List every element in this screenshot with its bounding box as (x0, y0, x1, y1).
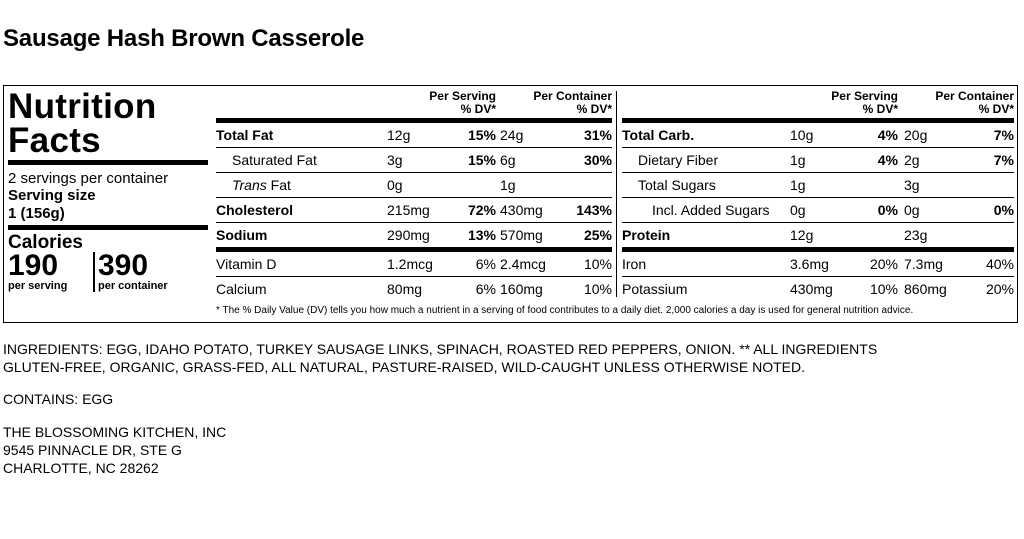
per-container-header: Per Container (935, 89, 1014, 103)
per-serving-dv: 15% (467, 127, 496, 143)
nutrition-summary (8, 87, 208, 292)
servings-per-container: 2 servings per container (8, 170, 169, 187)
per-serving-amount: 1g (790, 152, 806, 168)
nutrient-name: Total Fat (216, 127, 274, 143)
per-serving-amount: 12g (790, 227, 814, 243)
nutrient-row (622, 148, 1014, 173)
nutrient-row (622, 123, 1014, 148)
per-container-amount: 6g (500, 152, 516, 168)
per-container-header: Per Container (533, 89, 612, 103)
per-container-dv: 7% (993, 127, 1014, 143)
per-serving-amount: 3g (387, 152, 403, 168)
per-container-dv: 143% (576, 202, 612, 218)
per-container-dv: 20% (985, 281, 1014, 297)
table-header (216, 90, 612, 118)
company-name: THE BLOSSOMING KITCHEN, INC (3, 424, 227, 440)
dv-header: % DV* (978, 102, 1014, 116)
nutrient-row (622, 223, 1014, 252)
company-city: CHARLOTTE, NC 28262 (3, 460, 159, 476)
per-container-dv: 0% (993, 202, 1014, 218)
nutrient-name: Total Sugars (638, 177, 716, 193)
per-container-dv: 10% (583, 256, 612, 272)
per-container-dv: 10% (583, 281, 612, 297)
per-serving-amount: 3.6mg (790, 256, 829, 272)
ingredients-line-2: GLUTEN-FREE, ORGANIC, GRASS-FED, ALL NATURAL, PASTURE-RAISED, WILD-CAUGHT UNLESS OTHERWISE NOTED. (3, 359, 806, 375)
per-serving-dv: 4% (877, 152, 898, 168)
dv-header: % DV* (862, 102, 898, 116)
nutrient-name: Trans Fat (232, 177, 291, 193)
nutrient-row (622, 198, 1014, 223)
per-container-amount: 0g (904, 202, 920, 218)
per-serving-amount: 1.2mcg (387, 256, 433, 272)
nutrient-name: Dietary Fiber (638, 152, 719, 168)
daily-value-footnote: * The % Daily Value (DV) tells you how much a nutrient in a serving of food contributes to a daily diet. 2,000 calories a day is used for general nutrition advice. (216, 305, 914, 316)
per-container-amount: 1g (500, 177, 516, 193)
serving-size-value: 1 (156g) (8, 205, 65, 222)
company-address: 9545 PINNACLE DR, STE G (3, 442, 182, 458)
nutrient-row (216, 148, 612, 173)
per-serving-amount: 290mg (387, 227, 430, 243)
nutrient-row (216, 173, 612, 198)
per-serving-amount: 215mg (387, 202, 430, 218)
nutrition-facts-panel (3, 85, 1018, 323)
per-serving-dv: 72% (467, 202, 496, 218)
per-container-amount: 2g (904, 152, 920, 168)
nutrient-row (622, 173, 1014, 198)
nutrient-row (216, 223, 612, 252)
per-container-amount: 2.4mcg (500, 256, 546, 272)
per-serving-dv: 6% (475, 256, 496, 272)
nutrient-name: Total Carb. (622, 127, 695, 143)
per-serving-amount: 12g (387, 127, 411, 143)
ingredients-line-1: INGREDIENTS: EGG, IDAHO POTATO, TURKEY SAUSAGE LINKS, SPINACH, ROASTED RED PEPPERS, ONION. ** ALL INGREDIENTS (3, 341, 878, 357)
calories-per-serving: 190 (8, 249, 59, 282)
per-container-dv: 25% (583, 227, 612, 243)
nutrient-name-prefix: Trans (232, 177, 267, 193)
serving-size-label: Serving size (8, 187, 96, 204)
contains-allergens: CONTAINS: EGG (3, 391, 114, 407)
nutrient-row (216, 277, 612, 301)
per-container-amount: 23g (904, 227, 928, 243)
nutrient-table-left (216, 90, 612, 301)
per-container-amount: 160mg (500, 281, 543, 297)
per-container-amount: 430mg (500, 202, 543, 218)
nutrient-row (216, 198, 612, 223)
nutrient-name: Iron (622, 256, 647, 272)
nutrient-row (216, 123, 612, 148)
nutrition-heading: Nutrition Facts (8, 87, 157, 160)
per-container-dv: 40% (985, 256, 1014, 272)
nutrient-name: Calcium (216, 281, 267, 297)
nutrient-table-right (622, 90, 1014, 301)
per-container-dv: 7% (993, 152, 1014, 168)
per-serving-amount: 0g (387, 177, 403, 193)
nutrient-name: Vitamin D (216, 256, 277, 272)
table-header (622, 90, 1014, 118)
nutrient-name: Potassium (622, 281, 688, 297)
nutrient-name: Incl. Added Sugars (652, 202, 770, 218)
per-serving-dv: 13% (467, 227, 496, 243)
per-container-amount: 860mg (904, 281, 947, 297)
per-serving-amount: 10g (790, 127, 814, 143)
nutrient-name: Cholesterol (216, 202, 294, 218)
per-container-amount: 3g (904, 177, 920, 193)
nutrient-row (216, 252, 612, 277)
nutrient-name: Protein (622, 227, 671, 243)
per-serving-amount: 80mg (387, 281, 423, 297)
per-serving-dv: 4% (877, 127, 898, 143)
per-serving-dv: 10% (869, 281, 898, 297)
per-container-dv: 31% (583, 127, 612, 143)
per-container-amount: 570mg (500, 227, 543, 243)
nutrient-name: Saturated Fat (232, 152, 317, 168)
per-serving-header: Per Serving (831, 89, 898, 103)
per-serving-dv: 15% (467, 152, 496, 168)
product-title: Sausage Hash Brown Casserole (3, 25, 365, 52)
nutrient-row (622, 252, 1014, 277)
per-serving-amount: 0g (790, 202, 806, 218)
calories-per-container: 390 (98, 249, 149, 282)
per-serving-dv: 6% (475, 281, 496, 297)
per-container-amount: 24g (500, 127, 524, 143)
calories-per-serving-sub: per serving (8, 280, 68, 292)
calories-label: Calories (8, 232, 83, 253)
per-serving-dv: 20% (869, 256, 898, 272)
per-container-amount: 20g (904, 127, 928, 143)
calories-per-container-sub: per container (98, 280, 168, 292)
dv-header: % DV* (576, 102, 612, 116)
per-serving-dv: 0% (877, 202, 898, 218)
dv-header: % DV* (460, 102, 496, 116)
per-container-amount: 7.3mg (904, 256, 943, 272)
nutrient-row (622, 277, 1014, 301)
per-serving-amount: 1g (790, 177, 806, 193)
per-serving-amount: 430mg (790, 281, 833, 297)
nutrient-name: Sodium (216, 227, 268, 243)
per-container-dv: 30% (583, 152, 612, 168)
column-divider (616, 91, 617, 297)
per-serving-header: Per Serving (429, 89, 496, 103)
